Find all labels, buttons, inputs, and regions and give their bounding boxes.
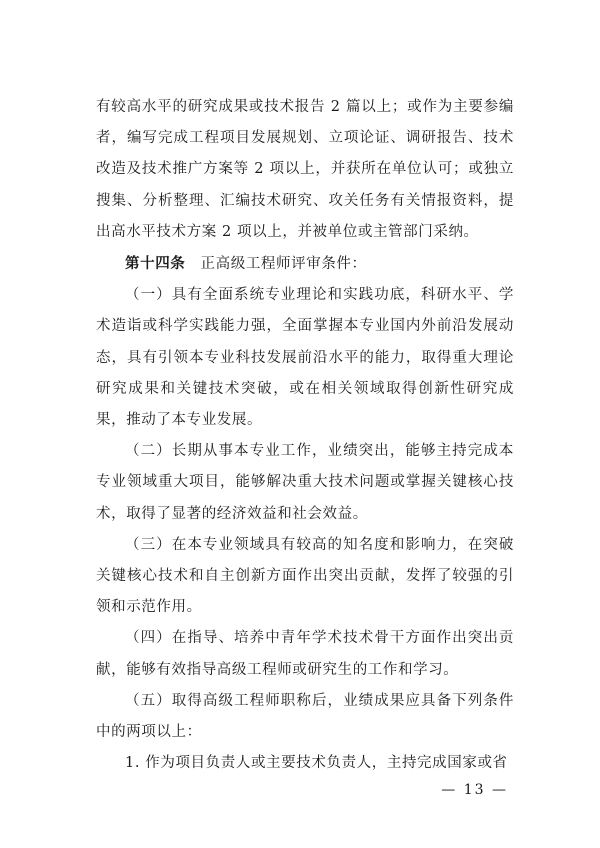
paragraph-continuation: 有较高水平的研究成果或技术报告 2 篇以上；或作为主要参编者，编写完成工程项目发展规划、立项论证、调研报告、技术改造及技术推广方案等 2 项以上，并获所在单位认可；或独立搜集、分析整理、汇编技术研究、攻关任务有关情报资料，提出高水平技术方案 2 项以上，并被单位或主管部门采纳。: [96, 99, 514, 240]
condition-4: （四）在指导、培养中青年学术技术骨干方面作出突出贡献，能够有效指导高级工程师或研究生的工作和学习。: [96, 630, 514, 678]
document-body: [96, 92, 514, 779]
condition-3: （三）在本专业领域具有较高的知名度和影响力，在突破关键核心技术和自主创新方面作出突出贡献，发挥了较强的引领和示范作用。: [96, 536, 514, 616]
condition-5: （五）取得高级工程师职称后，业绩成果应具备下列条件中的两项以上：: [96, 692, 514, 741]
article-text: 正高级工程师评审条件：: [200, 256, 367, 273]
article-heading: 第十四条: [125, 255, 186, 273]
page-number: — 13 —: [441, 782, 508, 798]
condition-2: （二）长期从事本专业工作，业绩突出，能够主持完成本专业领域重大项目，能够解决重大技术问题或掌握关键核心技术，取得了显著的经济效益和社会效益。: [96, 443, 514, 522]
condition-1: （一）具有全面系统专业理论和实践功底，科研水平、学术造诣或科学实践能力强，全面掌握本专业国内外前沿发展动态，具有引领本专业科技发展前沿水平的能力，取得重大理论研究成果和关键技术突破，或在相关领域取得创新性研究成果，推动了本专业发展。: [96, 287, 514, 429]
article-fourteen: [96, 248, 514, 280]
list-item-1: 1. 作为项目负责人或主要技术负责人，主持完成国家或省: [125, 755, 508, 772]
